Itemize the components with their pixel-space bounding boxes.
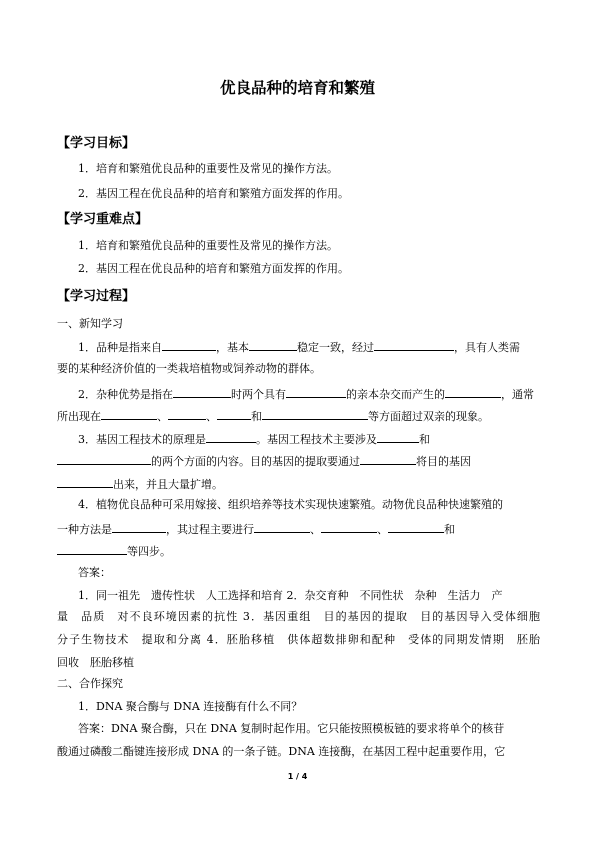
- q4-blank-5: [57, 543, 127, 555]
- question-1-line-1: [78, 339, 520, 354]
- answer-line-4: 回收 胚胎移植: [57, 656, 134, 669]
- goals-heading: 【学习目标】: [57, 136, 136, 151]
- q2-blank-5: [168, 408, 206, 420]
- q3-text-a: 3．基因工程技术的原理是: [78, 433, 206, 446]
- goals-item-1: 1．培育和繁殖优良品种的重要性及常见的操作方法。: [78, 162, 338, 175]
- q2-text-h: 和: [251, 410, 262, 423]
- q3-blank-4: [360, 453, 416, 465]
- q3-text-d: 的两个方面的内容。目的基因的提取要通过: [151, 455, 360, 468]
- q4-blank-4: [388, 521, 444, 533]
- key-points-item-2: 2．基因工程在优良品种的培育和繁殖方面发挥的作用。: [78, 262, 349, 275]
- answer-5-line-2: 酸通过磷酸二酯键连接形成 DNA 的一条子链。DNA 连接酶，在基因工程中起重要作用，它: [57, 745, 506, 758]
- q2-blank-7: [262, 408, 368, 420]
- q3-text-e: 将目的基因: [416, 455, 471, 468]
- q3-blank-2: [377, 431, 419, 443]
- answer-line-2: 量 品质 对不良环境因素的抗性 3．基因重组 目的基因的提取 目的基因导入受体细胞: [57, 610, 540, 623]
- q1-text-c: 稳定一致，经过: [297, 341, 374, 354]
- q1-text-a: 1．品种是指来自: [78, 341, 162, 354]
- q4-blank-1: [112, 521, 166, 533]
- q3-text-c: 和: [419, 433, 430, 446]
- q1-text-d: ，具有人类需: [454, 341, 520, 354]
- question-3-line-2: [57, 453, 471, 468]
- question-4-line-3: [57, 543, 171, 558]
- q1-text-b: ，基本: [216, 341, 249, 354]
- q2-blank-1: [173, 386, 231, 398]
- question-4-line-2: [57, 521, 455, 536]
- answer-label: 答案：: [78, 566, 111, 579]
- q3-blank-1: [206, 431, 256, 443]
- key-points-heading: 【学习重难点】: [57, 212, 149, 227]
- question-2-line-2: [57, 408, 489, 423]
- q4-blank-3: [321, 521, 377, 533]
- q3-blank-3: [57, 453, 151, 465]
- answer-line-3: 分子生物技术 提取和分离 4．胚胎移植 供体超数排卵和配种 受体的同期发情期 胚胎: [57, 633, 540, 646]
- key-points-item-1: 1．培育和繁殖优良品种的重要性及常见的操作方法。: [78, 239, 338, 252]
- q2-text-g: 、: [206, 410, 217, 423]
- page-title: 优良品种的培育和繁殖: [219, 79, 375, 97]
- q2-text-b: 时两个具有: [231, 388, 286, 401]
- page-number: 1 / 4: [287, 772, 308, 781]
- q4-blank-2: [254, 521, 310, 533]
- q4-text-d: 、: [310, 523, 321, 536]
- q2-text-e: 所出现在: [57, 410, 101, 423]
- question-5: 1．DNA 聚合酶与 DNA 连接酶有什么不同？: [78, 700, 303, 713]
- process-heading: 【学习过程】: [57, 289, 136, 304]
- q3-text-b: 。基因工程技术主要涉及: [256, 433, 377, 446]
- q4-text-b: 一种方法是: [57, 523, 112, 536]
- q4-text-e: 、: [377, 523, 388, 536]
- q4-text-c: ，其过程主要进行: [166, 523, 254, 536]
- part1-title: 一、新知学习: [57, 317, 123, 330]
- q2-text-i: 等方面超过双亲的现象。: [368, 410, 489, 423]
- question-4-line-1: 4．植物优良品种可采用嫁接、组织培养等技术实现快速繁殖。动物优良品种快速繁殖的: [78, 498, 503, 511]
- question-3-line-1: [78, 431, 430, 446]
- q4-text-f: 和: [444, 523, 455, 536]
- q2-text-f: 、: [157, 410, 168, 423]
- q2-blank-3: [445, 386, 501, 398]
- q4-text-g: 等四步。: [127, 545, 171, 558]
- q2-text-d: ，通常: [501, 388, 534, 401]
- part2-title: 二、合作探究: [57, 677, 123, 690]
- goals-item-2: 2．基因工程在优良品种的培育和繁殖方面发挥的作用。: [78, 187, 349, 200]
- answer-5-line-1: 答案：DNA 聚合酶，只在 DNA 复制时起作用。它只能按照模板链的要求将单个的核苷: [78, 722, 505, 735]
- q3-text-f: 出来，并且大量扩增。: [113, 478, 223, 491]
- answer-line-1: 1．同一祖先 遗传性状 人工选择和培育 2．杂交育种 不同性状 杂种 生活力 产: [78, 589, 503, 602]
- q2-text-c: 的亲本杂交而产生的: [346, 388, 445, 401]
- question-3-line-3: [57, 476, 223, 491]
- question-1-line-2: 要的某种经济价值的一类栽培植物或饲养动物的群体。: [57, 362, 321, 375]
- q2-blank-2: [286, 386, 346, 398]
- q2-text-a: 2．杂种优势是指在: [78, 388, 173, 401]
- q3-blank-5: [57, 476, 113, 488]
- question-2-line-1: [78, 386, 534, 401]
- q1-blank-3: [374, 339, 454, 351]
- q2-blank-6: [217, 408, 251, 420]
- q1-blank-1: [162, 339, 216, 351]
- q1-blank-2: [249, 339, 297, 351]
- q2-blank-4: [101, 408, 157, 420]
